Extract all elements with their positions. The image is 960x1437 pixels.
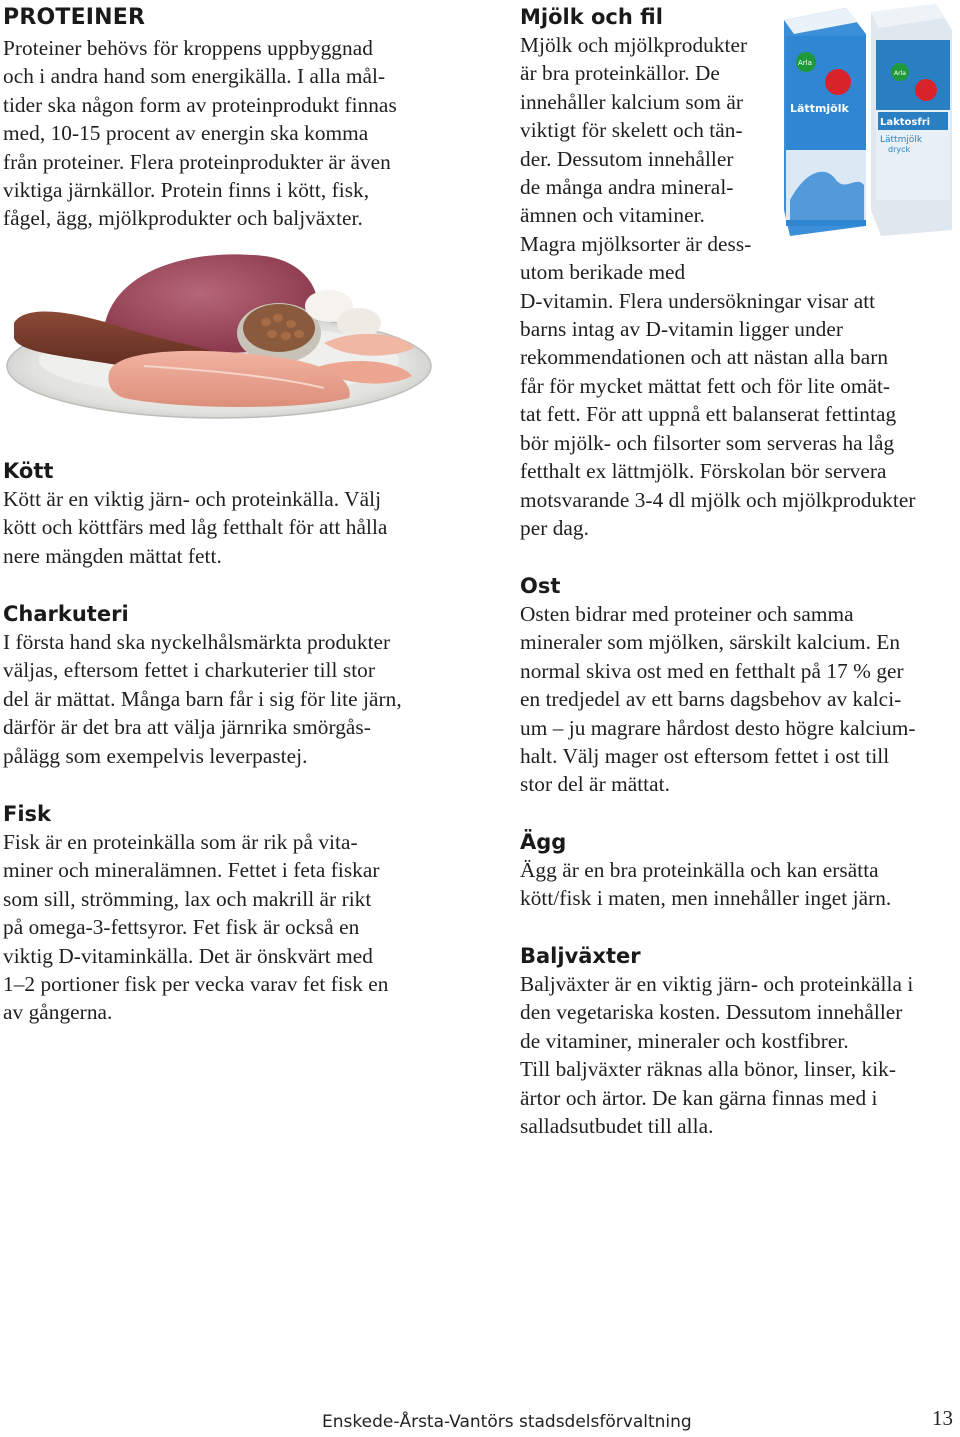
section-agg	[520, 828, 960, 913]
kott-paragraph: Kött är en viktig järn- och proteinkälla. Välj kött och köttfärs med låg fetthalt för att hålla nere mängden mättat fett.	[3, 487, 388, 568]
section-title-baljvaxter: Baljväxter	[520, 944, 641, 968]
section-charkuteri	[3, 600, 465, 770]
agg-paragraph: Ägg är en bra proteinkälla och kan ersätta kött/fisk i maten, men innehåller inget järn.	[520, 858, 892, 911]
section-baljvaxter	[520, 942, 960, 1140]
meat-plate-image	[4, 248, 444, 438]
section-title-mjolk: Mjölk och fil	[520, 5, 663, 29]
ost-paragraph: Osten bidrar med proteiner och samma mineraler som mjölken, särskilt kalcium. En normal skiva ost med en fetthalt på 17 % ger en tredjedel av ett barns dagsbehov av kalci- um – ju magrare hårdost desto högre kalcium- halt. Välj mager ost eftersom fettet i ost till stor del är mättat.	[520, 602, 916, 797]
charkuteri-paragraph: I första hand ska nyckelhålsmärkta produkter väljas, eftersom fettet i charkuterier till stor del är mättat. Många barn får i sig för lite järn, därför är det bra att välja järnrika smörgås- pålägg som exempelvis leverpastej.	[3, 630, 402, 768]
section-kott	[3, 457, 465, 570]
carton-right-sub: Lättmjölk	[880, 135, 923, 145]
page-number: 13	[932, 1406, 953, 1430]
section-title-kott: Kött	[3, 459, 54, 483]
left-column	[3, 0, 465, 233]
mjolk-paragraph-wide: D-vitamin. Flera undersökningar visar att barns intag av D-vitamin ligger under rekommendationen och att nästan alla barn får för mycket mättat fett och för lite omät- tat fett. För att uppnå ett balanserat fettintag bör mjölk- och filsorter som serveras ha låg fetthalt ex lättmjölk. Förskolan bör servera motsvarande 3-4 dl mjölk och mjölkprodukter per dag.	[520, 288, 916, 540]
section-title-ost: Ost	[520, 574, 561, 598]
fisk-paragraph: Fisk är en proteinkälla som är rik på vita- miner och mineralämnen. Fettet i feta fiskar som sill, strömming, lax och makrill är rikt på omega-3-fettsyror. Fet fisk är också en viktig D-vitaminkälla. Det är önskvärt med 1–2 portioner fisk per vecka varav fet fisk en av gångerna.	[3, 830, 389, 1025]
section-title-fisk: Fisk	[3, 802, 52, 826]
milk-cartons-image	[776, 0, 956, 240]
carton-right-label: Laktosfri	[880, 117, 931, 128]
baljvaxter-paragraph: Baljväxter är en viktig järn- och proteinkälla i den vegetariska kosten. Dessutom innehåller de vitaminer, mineraler och kostfibrer. Till baljväxter räknas alla bönor, linser, kik- ärtor och ärtor. De kan gärna finnas med i salladsutbudet till alla.	[520, 972, 914, 1139]
carton-right-sub2: dryck	[888, 145, 911, 154]
svg-text:Arla: Arla	[894, 70, 906, 77]
section-title-agg: Ägg	[520, 830, 567, 854]
carton-left-label: Lättmjölk	[790, 102, 849, 115]
mjolk-paragraph-narrow: Mjölk och mjölkprodukter är bra proteinkällor. De innehåller kalcium som är viktigt för skelett och tän- der. Dessutom innehåller de många andra mineral- ämnen och vitaminer. Magra mjölksorter är dess- utom berikade med	[520, 33, 752, 285]
section-fisk	[3, 800, 465, 1027]
carton-brand: Arla	[798, 59, 812, 67]
footer-org: Enskede-Årsta-Vantörs stadsdelsförvaltning	[322, 1412, 692, 1432]
section-ost	[520, 572, 960, 799]
section-title-proteiner: PROTEINER	[3, 5, 146, 30]
proteiner-paragraph: Proteiner behövs för kroppens uppbyggnad och i andra hand som energikälla. I alla mål- tider ska någon form av proteinprodukt finnas med, 10-15 procent av energin ska komma från proteiner. Flera proteinprodukter är även viktiga järnkällor. Protein finns i kött, fisk, fågel, ägg, mjölkprodukter och baljväxter.	[3, 36, 397, 231]
section-title-charkuteri: Charkuteri	[3, 602, 129, 626]
